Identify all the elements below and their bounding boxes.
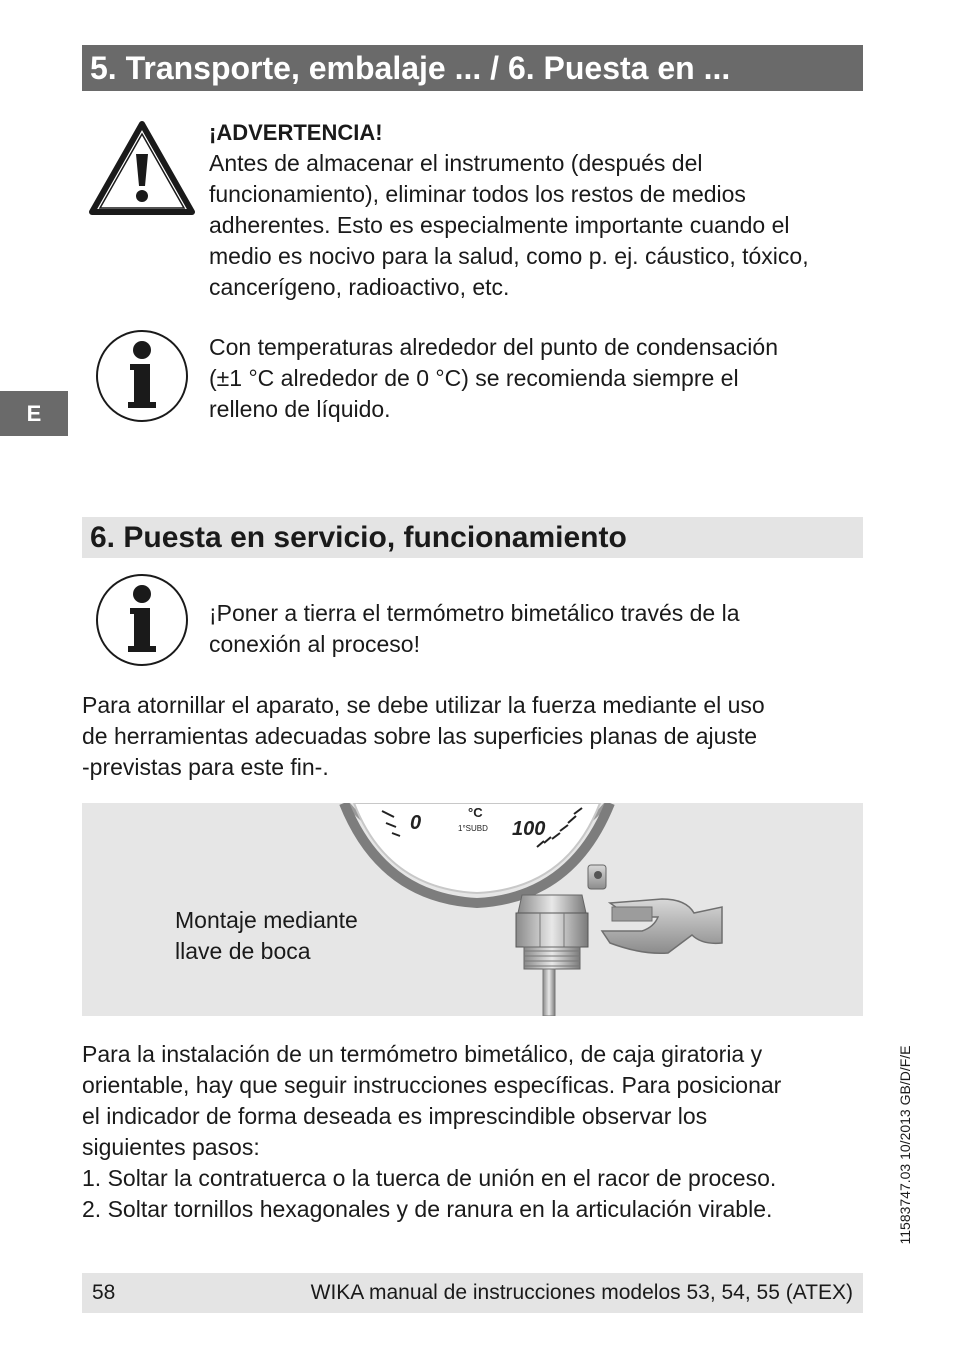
warning-line: adherentes. Esto es especialmente importante cuando el <box>209 212 790 238</box>
paragraph-mounting <box>82 690 872 783</box>
paragraph-line: Para atornillar el aparato, se debe utilizar la fuerza mediante el uso <box>82 692 765 718</box>
footer-title: WIKA manual de instrucciones modelos 53, 54, 55 (ATEX) <box>310 1281 853 1304</box>
warning-heading: ¡ADVERTENCIA! <box>209 120 383 145</box>
caption-line: llave de boca <box>175 938 311 964</box>
info-line: (±1 °C alrededor de 0 °C) se recomienda siempre el <box>209 365 739 391</box>
page-title: 5. Transporte, embalaje ... / 6. Puesta en ... <box>82 45 863 91</box>
info-icon <box>94 328 190 424</box>
document-reference-text: 11583747.03 10/2013 GB/D/F/E <box>897 1045 913 1245</box>
info-line: ¡Poner a tierra el termómetro bimetálico través de la <box>209 600 740 626</box>
info-line: conexión al proceso! <box>209 631 420 657</box>
list-item: 1. Soltar la contratuerca o la tuerca de unión en el racor de proceso. <box>82 1165 777 1191</box>
info-icon <box>94 572 190 668</box>
dial-label: 1°SUBD <box>458 824 488 833</box>
paragraph-line: el indicador de forma deseada es imprescindible observar los <box>82 1103 708 1129</box>
info-note-grounding <box>209 598 869 660</box>
paragraph-line: de herramientas adecuadas sobre las superficies planas de ajuste <box>82 723 758 749</box>
info-line: relleno de líquido. <box>209 396 391 422</box>
page-number: 58 <box>92 1281 116 1304</box>
caption-line: Montaje mediante <box>175 907 358 933</box>
page-footer <box>82 1273 863 1313</box>
warning-line: medio es nocivo para la salud, como p. ej. cáustico, tóxico, <box>209 243 809 269</box>
dial-label: 100 <box>512 818 546 840</box>
warning-line: cancerígeno, radioactivo, etc. <box>209 274 510 300</box>
steps-list <box>82 1163 872 1225</box>
info-line: Con temperaturas alrededor del punto de condensación <box>209 334 778 360</box>
mounting-figure <box>82 803 863 1016</box>
figure-caption <box>175 905 475 967</box>
dial-label: 0 <box>410 812 422 834</box>
warning-line: funcionamiento), eliminar todos los restos de medios <box>209 181 746 207</box>
document-reference <box>880 1030 930 1260</box>
language-tab: E <box>0 391 68 436</box>
paragraph-line: siguientes pasos: <box>82 1134 260 1160</box>
paragraph-line: Para la instalación de un termómetro bimetálico, de caja giratoria y <box>82 1041 763 1067</box>
warning-block <box>209 117 869 303</box>
paragraph-line: orientable, hay que seguir instrucciones específicas. Para posicionar <box>82 1072 782 1098</box>
warning-triangle-icon <box>88 120 196 216</box>
info-note-condensation <box>209 332 869 425</box>
warning-line: Antes de almacenar el instrumento (después del <box>209 150 703 176</box>
section-heading: 6. Puesta en servicio, funcionamiento <box>82 517 863 558</box>
dial-label: °C <box>468 805 483 820</box>
paragraph-installation <box>82 1039 872 1225</box>
list-item: 2. Soltar tornillos hexagonales y de ranura en la articulación virable. <box>82 1196 773 1222</box>
paragraph-line: -previstas para este fin-. <box>82 754 329 780</box>
